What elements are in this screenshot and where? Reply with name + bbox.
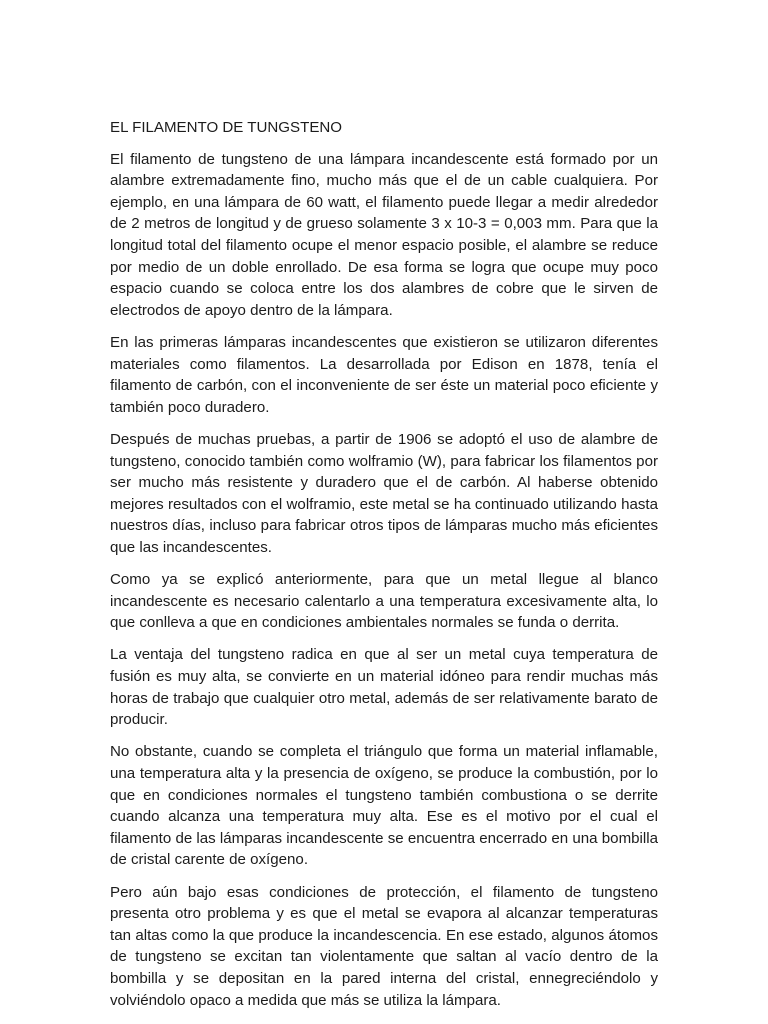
- paragraph: La ventaja del tungsteno radica en que al ser un metal cuya temperatura de fusión es muy alta, se convierte en un material idóneo para rendir muchas más horas de trabajo que cualquier otro metal, además de ser relativamente barato de producir.: [110, 646, 658, 729]
- paragraph: Como ya se explicó anteriormente, para que un metal llegue al blanco incandescente es necesario calentarlo a una temperatura excesivamente alta, lo que conlleva a que en condiciones ambientales normales se funda o derrita.: [110, 571, 658, 632]
- paragraph: En las primeras lámparas incandescentes que existieron se utilizaron diferentes materiales como filamentos. La desarrollada por Edison en 1878, tenía el filamento de carbón, con el inconveniente de ser éste un material poco eficiente y también poco duradero.: [110, 333, 658, 416]
- paragraph: Después de muchas pruebas, a partir de 1906 se adoptó el uso de alambre de tungsteno, conocido también como wolframio (W), para fabricar los filamentos por ser mucho más resistente y duradero que el de carbón. Al haberse obtenido mejores resultados con el wolframio, este metal se ha continuado utilizando hasta nuestros días, incluso para fabricar otros tipos de lámparas mucho más eficientes que las incandescentes.: [110, 430, 658, 556]
- paragraph: Pero aún bajo esas condiciones de protección, el filamento de tungsteno presenta otro problema y es que el metal se evapora al alcanzar temperaturas tan altas como la que produce la incandescencia. En ese estado, algunos átomos de tungsteno se excitan tan violentamente que saltan al vacío dentro de la bombilla y se depositan en la pared interna del cristal, ennegreciéndolo y volviéndolo opaco a medida que más se utiliza la lámpara.: [110, 883, 658, 1009]
- document-body: [110, 117, 658, 1022]
- paragraph: No obstante, cuando se completa el triángulo que forma un material inflamable, una temperatura alta y la presencia de oxígeno, se produce la combustión, por lo que en condiciones normales el tungsteno también combustiona o se derrite cuando alcanza una temperatura muy alta. Ese es el motivo por el cual el filamento de las lámparas incandescente se encuentra encerrado en una bombilla de cristal carente de oxígeno.: [110, 743, 658, 869]
- document-title: EL FILAMENTO DE TUNGSTENO: [110, 119, 343, 136]
- paragraph: El filamento de tungsteno de una lámpara incandescente está formado por un alambre extremadamente fino, mucho más que el de un cable cualquiera. Por ejemplo, en una lámpara de 60 watt, el filamento puede llegar a medir alrededor de 2 metros de longitud y de grueso solamente 3 x 10-3 = 0,003 mm. Para que la longitud total del filamento ocupe el menor espacio posible, el alambre se reduce por medio de un doble enrollado. De esa forma se logra que ocupe muy poco espacio cuando se coloca entre los dos alambres de cobre que le sirven de electrodos de apoyo dentro de la lámpara.: [110, 150, 658, 319]
